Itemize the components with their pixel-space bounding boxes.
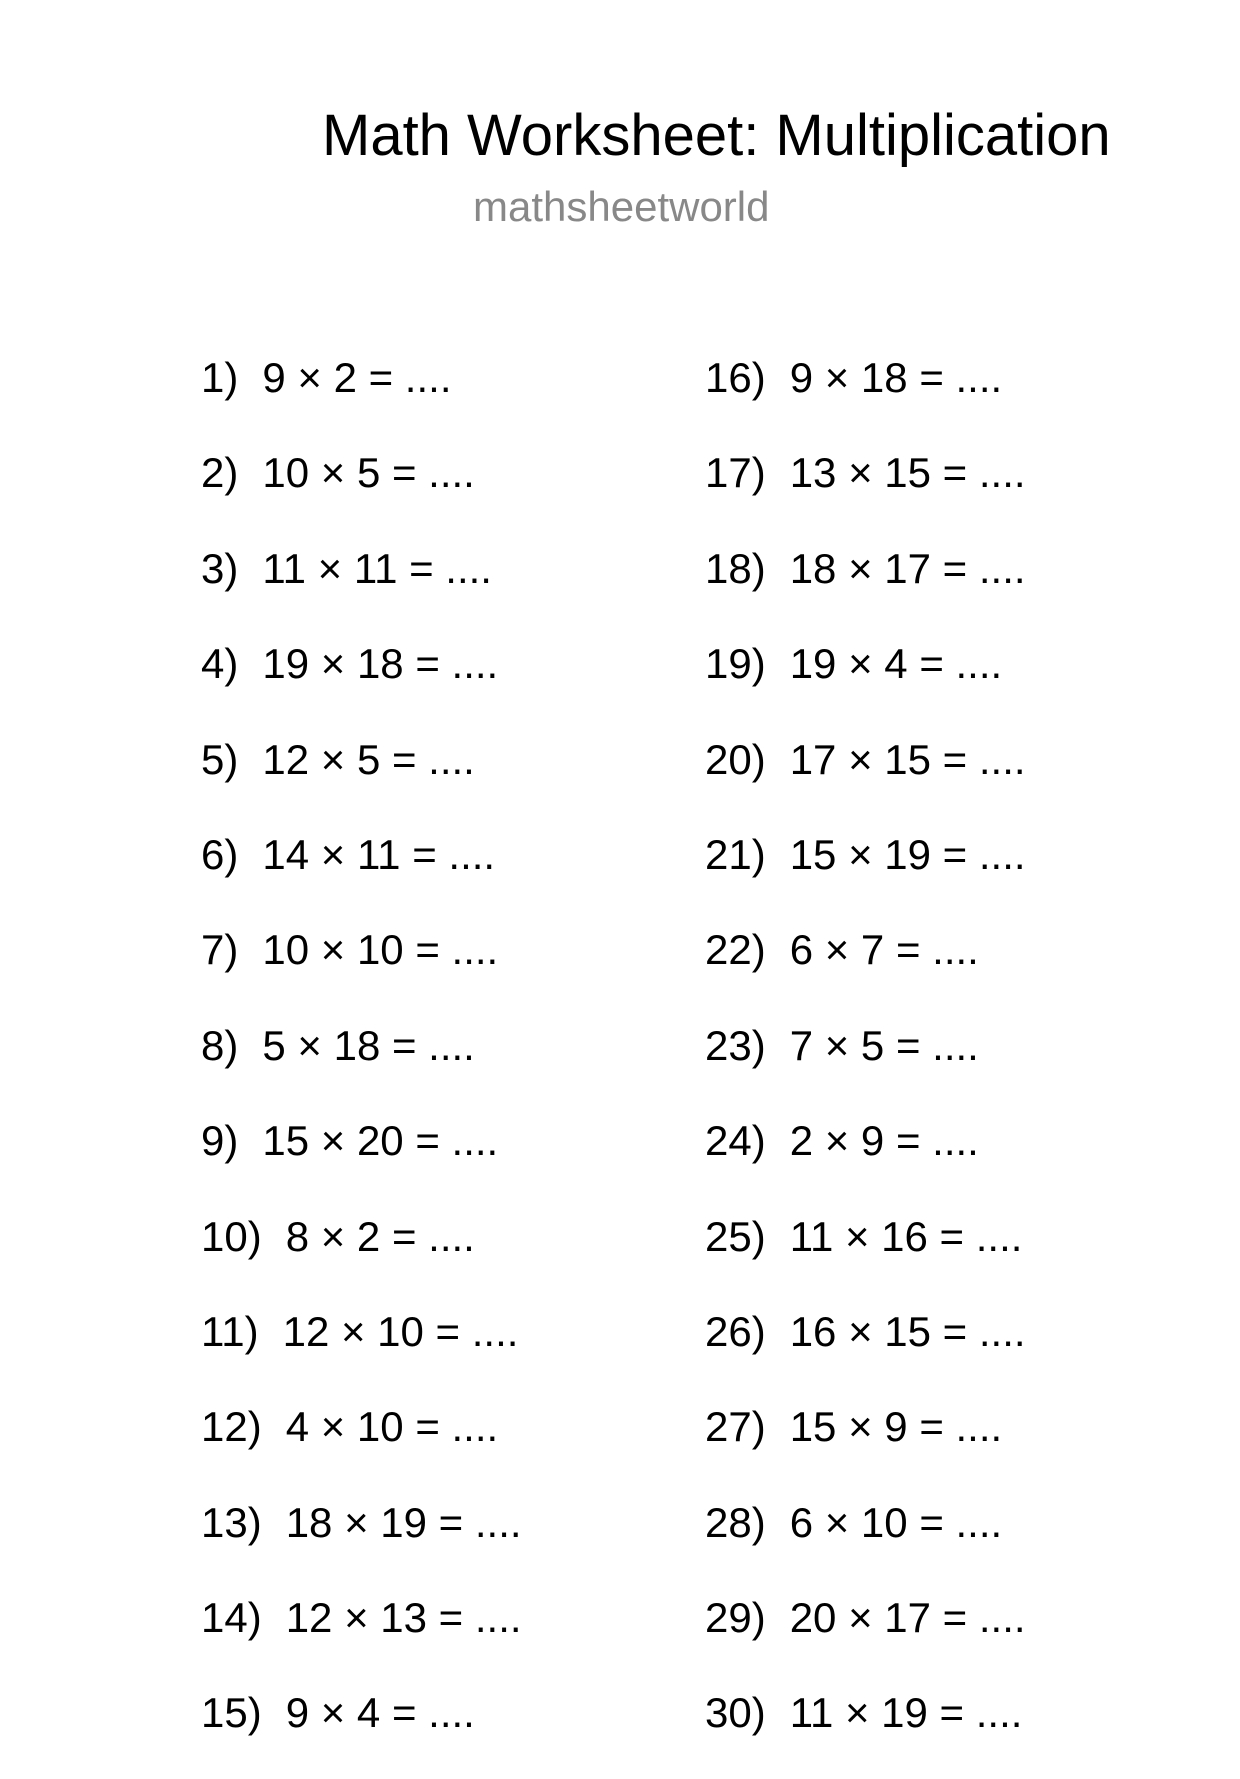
problem-number: 2) xyxy=(201,449,239,497)
problem-expression: 11 × 11 = .... xyxy=(262,544,492,592)
problem-number: 19) xyxy=(705,640,766,688)
problem-item xyxy=(705,1588,1026,1683)
problem-expression: 13 × 15 = .... xyxy=(789,449,1026,497)
problem-expression: 19 × 18 = .... xyxy=(262,640,499,688)
problem-expression: 20 × 17 = .... xyxy=(789,1594,1026,1642)
problem-expression: 14 × 11 = .... xyxy=(262,830,496,878)
problem-item xyxy=(705,1207,1026,1302)
problem-item xyxy=(705,825,1026,920)
problem-item xyxy=(201,1588,522,1683)
problem-number: 15) xyxy=(201,1689,262,1737)
problem-number: 30) xyxy=(705,1689,766,1737)
problem-item xyxy=(705,634,1026,729)
problem-expression: 15 × 20 = .... xyxy=(262,1117,499,1165)
problem-number: 22) xyxy=(705,926,766,974)
problem-item xyxy=(705,1302,1026,1397)
problem-number: 12) xyxy=(201,1403,262,1451)
problem-expression: 9 × 18 = .... xyxy=(789,354,1003,401)
problem-expression: 15 × 19 = .... xyxy=(789,830,1026,878)
problem-number: 11) xyxy=(201,1307,259,1355)
problem-expression: 7 × 5 = .... xyxy=(789,1021,979,1069)
problem-item xyxy=(705,1016,1026,1111)
problem-number: 29) xyxy=(705,1594,766,1642)
problem-expression: 18 × 17 = .... xyxy=(789,544,1026,592)
problem-number: 4) xyxy=(201,640,239,688)
problem-item xyxy=(201,920,522,1015)
problem-item xyxy=(201,443,522,538)
problem-number: 14) xyxy=(201,1594,262,1642)
problem-item xyxy=(201,1302,522,1397)
problem-number: 28) xyxy=(705,1498,766,1546)
problem-expression: 10 × 5 = .... xyxy=(262,449,475,497)
problem-expression: 12 × 5 = .... xyxy=(262,735,475,783)
problem-item xyxy=(201,730,522,825)
problem-item xyxy=(705,348,1026,443)
problem-expression: 15 × 9 = .... xyxy=(789,1403,1003,1451)
problem-item xyxy=(705,1111,1026,1206)
problem-number: 16) xyxy=(705,354,766,401)
problem-item xyxy=(201,1493,522,1588)
problem-expression: 12 × 13 = .... xyxy=(285,1594,522,1642)
problem-expression: 10 × 10 = .... xyxy=(262,926,499,974)
problem-number: 20) xyxy=(705,735,766,783)
problem-number: 8) xyxy=(201,1021,239,1069)
problem-expression: 9 × 2 = .... xyxy=(262,354,452,401)
problem-item xyxy=(705,920,1026,1015)
problem-number: 24) xyxy=(705,1117,766,1165)
problem-item xyxy=(201,539,522,634)
problem-number: 21) xyxy=(705,830,766,878)
problem-expression: 6 × 10 = .... xyxy=(789,1498,1003,1546)
problem-expression: 12 × 10 = .... xyxy=(282,1307,519,1355)
problem-item xyxy=(705,730,1026,825)
site-name: mathsheetworld xyxy=(473,183,770,230)
problem-item xyxy=(705,1493,1026,1588)
problem-number: 17) xyxy=(705,449,766,497)
problem-number: 10) xyxy=(201,1212,262,1260)
problem-expression: 17 × 15 = .... xyxy=(789,735,1026,783)
problem-number: 3) xyxy=(201,544,239,592)
problem-item xyxy=(201,1111,522,1206)
problem-number: 7) xyxy=(201,926,239,974)
problem-number: 18) xyxy=(705,544,766,592)
problem-item xyxy=(705,1683,1026,1778)
problem-number: 9) xyxy=(201,1117,239,1165)
problem-expression: 6 × 7 = .... xyxy=(789,926,979,974)
problem-item xyxy=(201,1016,522,1111)
problem-item xyxy=(201,348,522,443)
problem-expression: 19 × 4 = .... xyxy=(789,640,1003,688)
problem-number: 6) xyxy=(201,830,239,878)
problem-item xyxy=(705,539,1026,634)
problem-expression: 11 × 19 = .... xyxy=(789,1689,1023,1737)
problem-expression: 4 × 10 = .... xyxy=(285,1403,499,1451)
problem-expression: 9 × 4 = .... xyxy=(285,1689,475,1737)
problem-expression: 11 × 16 = .... xyxy=(789,1212,1023,1260)
problem-column-right xyxy=(705,348,1026,1779)
problem-number: 27) xyxy=(705,1403,766,1451)
problem-number: 5) xyxy=(201,735,239,783)
problem-number: 23) xyxy=(705,1021,766,1069)
problem-number: 26) xyxy=(705,1307,766,1355)
problem-expression: 2 × 9 = .... xyxy=(789,1117,979,1165)
problem-number: 13) xyxy=(201,1498,262,1546)
problem-item xyxy=(705,443,1026,538)
problem-expression: 16 × 15 = .... xyxy=(789,1307,1026,1355)
problem-item xyxy=(705,1397,1026,1492)
problem-item xyxy=(201,1207,522,1302)
problem-expression: 8 × 2 = .... xyxy=(285,1212,475,1260)
problem-number: 1) xyxy=(201,354,239,401)
problem-number: 25) xyxy=(705,1212,766,1260)
problem-item xyxy=(201,1397,522,1492)
problem-column-left xyxy=(201,348,522,1779)
problem-item xyxy=(201,634,522,729)
page-title: Math Worksheet: Multiplication xyxy=(322,103,1111,168)
problem-item xyxy=(201,1683,522,1778)
problem-expression: 18 × 19 = .... xyxy=(285,1498,522,1546)
problem-expression: 5 × 18 = .... xyxy=(262,1021,475,1069)
problem-item xyxy=(201,825,522,920)
